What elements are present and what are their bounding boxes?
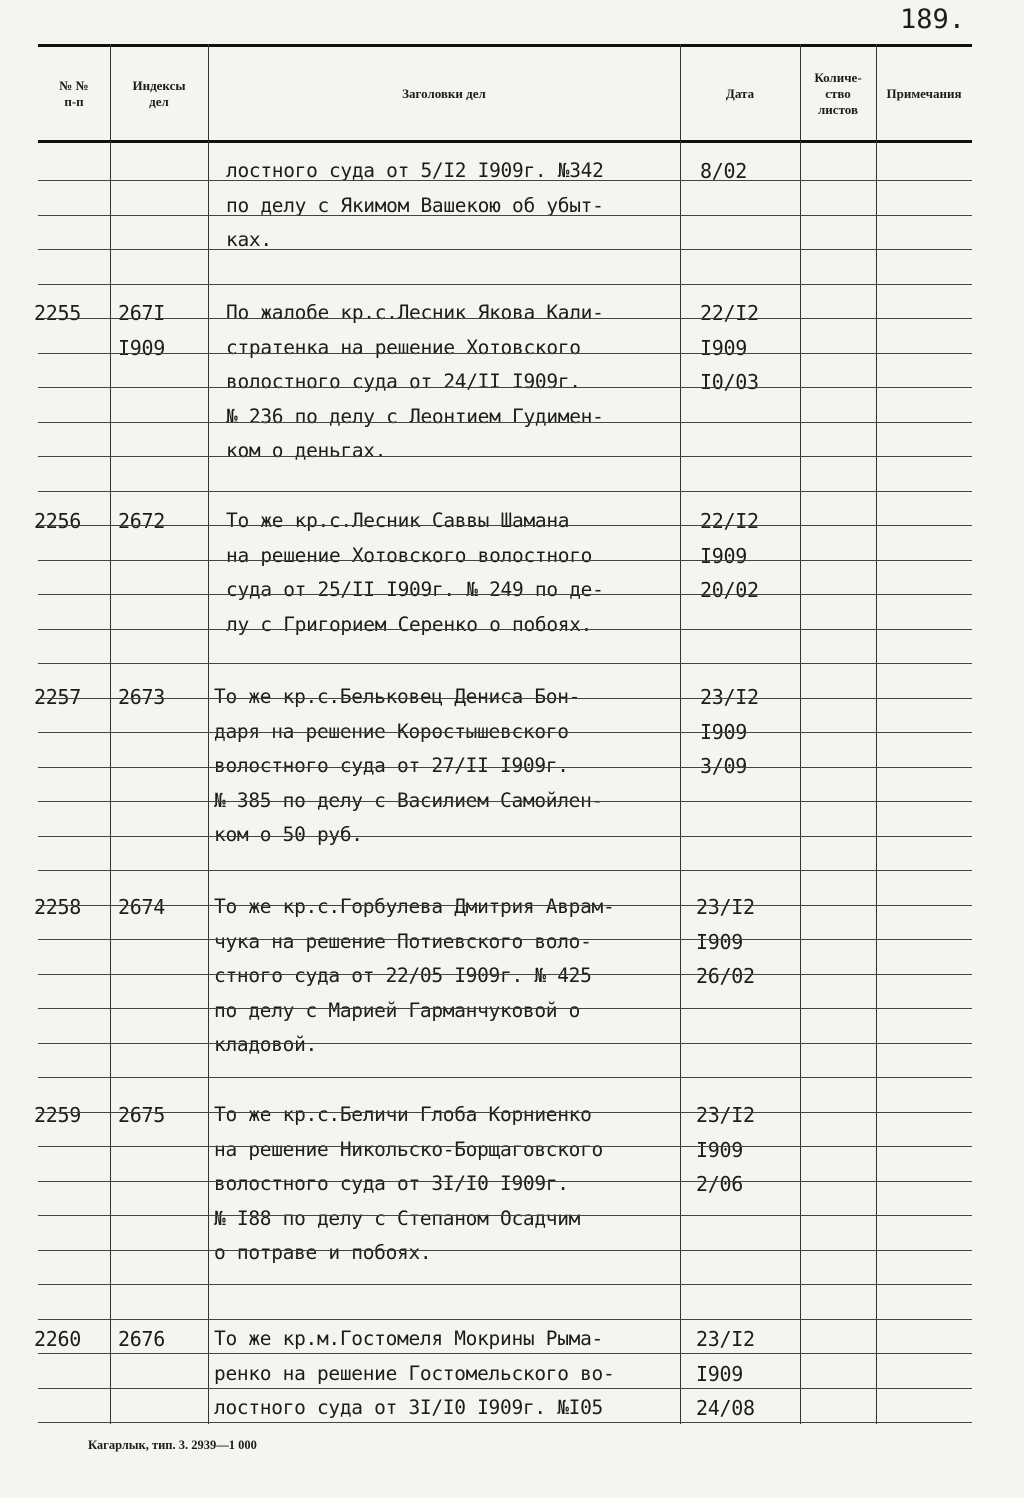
- ruled-line: [38, 801, 972, 802]
- ruled-line: [38, 732, 972, 733]
- record-index: 267I I909: [118, 301, 165, 360]
- record-title: То же кр.с.Беличи Глоба Корниенко на решение Никольско-Борщаговского волостного суда от 3I/I0 I909г. № I88 по делу с Степаном Осадчим о потраве и побоях.: [214, 1103, 603, 1264]
- printer-imprint: Кагарлык, тип. 3. 2939—1 000: [88, 1438, 257, 1452]
- ruled-line: [38, 1250, 972, 1251]
- record-index: 2672: [118, 509, 165, 533]
- ruled-line: [38, 663, 972, 664]
- record-title: То же кр.с.Бельковец Дениса Бон- даря на решение Коростышевского волостного суда от 27/II I909г. № 385 по делу с Василием Самойлен- ком о 50 руб.: [214, 685, 603, 846]
- ruled-line: [38, 1319, 972, 1320]
- ruled-line: [38, 1388, 972, 1389]
- record-index: 2674: [118, 895, 165, 919]
- ruled-line: [38, 284, 972, 285]
- column-divider: [800, 44, 801, 1424]
- column-divider: [876, 44, 877, 1424]
- ruled-line: [38, 939, 972, 940]
- record-index: 2673: [118, 685, 165, 709]
- header-number: № № п-п: [59, 77, 89, 109]
- record-date: 22/I2 I909 I0/03: [700, 301, 759, 394]
- record-title: То же кр.с.Горбулева Дмитрия Аврам- чука на решение Потиевского воло- стного суда от 22/05 I909г. № 425 по делу с Марией Гарманчуковой о кладовой.: [214, 895, 615, 1056]
- ruled-line: [38, 456, 972, 457]
- ruled-line: [38, 698, 972, 699]
- ruled-line: [38, 180, 972, 181]
- ruled-line: [38, 249, 972, 250]
- column-divider: [110, 44, 111, 1424]
- record-index: 2676: [118, 1327, 165, 1351]
- ruled-line: [38, 629, 972, 630]
- record-title: лостного суда от 5/I2 I909г. №342 по делу с Якимом Вашекою об убыт- ках.: [226, 159, 604, 251]
- record-title: То же кр.м.Гостомеля Мокрины Рыма- ренко на решение Гостомельского во- лостного суда от 3I/I0 I909г. №I05: [214, 1327, 615, 1419]
- column-divider: [680, 44, 681, 1424]
- header-sheet-count: Количе- ство листов: [814, 69, 862, 118]
- record-number: 2255: [34, 301, 81, 325]
- record-number: 2256: [34, 509, 81, 533]
- ruled-line: [38, 215, 972, 216]
- record-date: 23/I2 I909 3/09: [700, 685, 759, 778]
- ruled-line: [38, 1077, 972, 1078]
- ruled-line: [38, 1284, 972, 1285]
- ruled-line: [38, 491, 972, 492]
- ruled-line: [38, 318, 972, 319]
- ruled-line: [38, 974, 972, 975]
- ruled-line: [38, 1008, 972, 1009]
- record-number: 2260: [34, 1327, 81, 1351]
- ruled-line: [38, 1181, 972, 1182]
- ruled-line: [38, 387, 972, 388]
- header-date: Дата: [725, 85, 755, 101]
- ruled-line: [38, 353, 972, 354]
- record-number: 2257: [34, 685, 81, 709]
- ruled-line: [38, 870, 972, 871]
- record-index: 2675: [118, 1103, 165, 1127]
- header-notes: Примечания: [886, 85, 962, 101]
- ruled-line: [38, 560, 972, 561]
- ruled-line: [38, 1043, 972, 1044]
- ruled-line: [38, 1112, 972, 1113]
- ruled-line: [38, 1215, 972, 1216]
- ruled-line: [38, 422, 972, 423]
- record-title: То же кр.с.Лесник Саввы Шамана на решение Хотовского волостного суда от 25/II I909г. № 249 по де- лу с Григорием Серенко о побоях.: [226, 509, 604, 636]
- ruled-line: [38, 905, 972, 906]
- column-divider: [208, 44, 209, 1424]
- record-date: 22/I2 I909 20/02: [700, 509, 759, 602]
- record-date: 23/I2 I909 24/08: [696, 1327, 755, 1420]
- record-date: 8/02: [700, 159, 747, 183]
- page-number: 189.: [900, 4, 966, 35]
- record-title: По жалобе кр.с.Лесник Якова Кали- стратенка на решение Хотовского волостного суда от 24/II I909г. № 236 по делу с Леонтием Гудимен- ком о деньгах.: [226, 301, 604, 462]
- ruled-line: [38, 525, 972, 526]
- ruled-line: [38, 1422, 972, 1423]
- ruled-line: [38, 836, 972, 837]
- record-number: 2259: [34, 1103, 81, 1127]
- record-number: 2258: [34, 895, 81, 919]
- table-header-rule: [38, 140, 972, 143]
- record-date: 23/I2 I909 26/02: [696, 895, 755, 988]
- table-top-rule: [38, 44, 972, 47]
- ruled-line: [38, 767, 972, 768]
- ruled-line: [38, 1353, 972, 1354]
- register-table: [34, 44, 972, 1424]
- header-index: Индексы дел: [132, 77, 186, 109]
- ruled-line: [38, 1146, 972, 1147]
- header-title: Заголовки дел: [402, 85, 486, 101]
- record-date: 23/I2 I909 2/06: [696, 1103, 755, 1196]
- ruled-line: [38, 594, 972, 595]
